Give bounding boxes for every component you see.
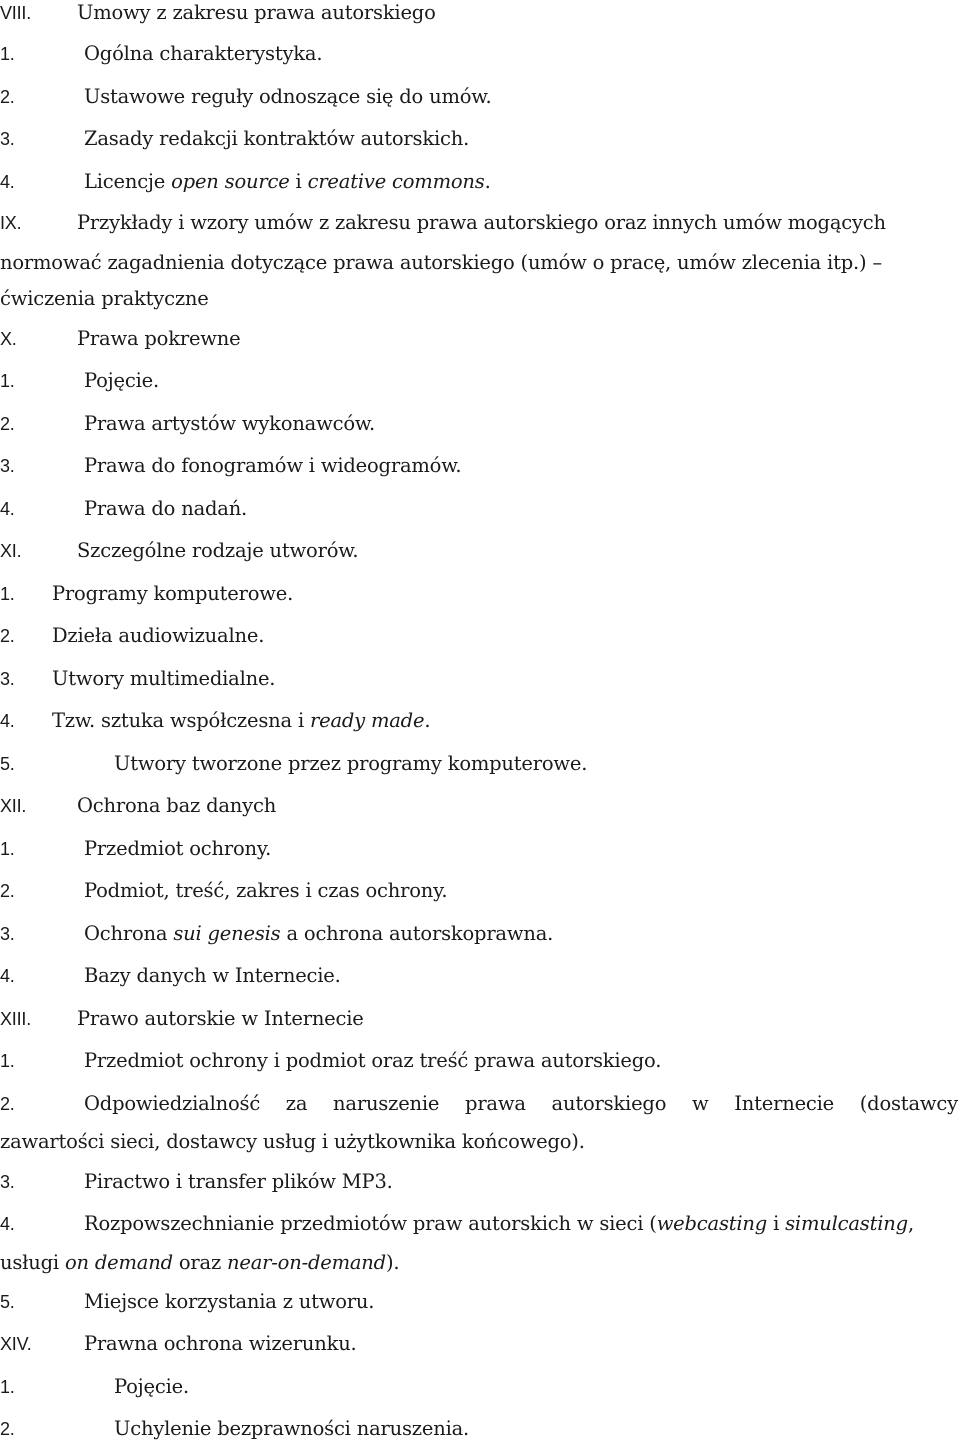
section-title: Umowy z zakresu prawa autorskiego bbox=[77, 1, 436, 24]
item-number: 4. bbox=[0, 711, 15, 731]
item-text: Utwory tworzone przez programy komputerowe. bbox=[114, 752, 588, 775]
section-number: VIII. bbox=[0, 3, 32, 23]
item-number: 5. bbox=[0, 1292, 15, 1312]
item-text: Utwory multimedialne. bbox=[52, 667, 276, 690]
item-number: 3. bbox=[0, 924, 15, 944]
section-number: X. bbox=[0, 329, 17, 349]
item-number: 2. bbox=[0, 881, 15, 901]
item-text: Przedmiot ochrony. bbox=[84, 837, 272, 860]
item-number: 4. bbox=[0, 1214, 15, 1234]
item-text: Przedmiot ochrony i podmiot oraz treść prawa autorskiego. bbox=[84, 1049, 662, 1072]
item-text: Licencje open source i creative commons. bbox=[84, 170, 491, 193]
item-number: 1. bbox=[0, 839, 15, 859]
section-title: Prawna ochrona wizerunku. bbox=[84, 1332, 357, 1355]
section-number: XI. bbox=[0, 541, 22, 561]
item-text: Dzieła audiowizualne. bbox=[52, 624, 265, 647]
item-number: 3. bbox=[0, 1172, 15, 1192]
item-number: 1. bbox=[0, 44, 15, 64]
section-title: Przykłady i wzory umów z zakresu prawa autorskiego oraz innych umów mogących bbox=[77, 211, 886, 234]
item-text: Rozpowszechnianie przedmiotów praw autorskich w sieci (webcasting i simulcasting, bbox=[84, 1212, 914, 1235]
item-number: 1. bbox=[0, 584, 15, 604]
item-text: Prawa do nadań. bbox=[84, 497, 248, 520]
item-number: 3. bbox=[0, 669, 15, 689]
item-number: 1. bbox=[0, 371, 15, 391]
item-text-justified: Odpowiedzialność za naruszenie prawa autorskiego w Internecie (dostawcy bbox=[84, 1092, 958, 1115]
item-number: 2. bbox=[0, 87, 15, 107]
item-number: 2. bbox=[0, 1094, 15, 1114]
item-text: Pojęcie. bbox=[84, 369, 159, 392]
item-text: Prawa do fonogramów i wideogramów. bbox=[84, 454, 462, 477]
item-text: Programy komputerowe. bbox=[52, 582, 294, 605]
item-number: 4. bbox=[0, 172, 15, 192]
item-text: Ogólna charakterystyka. bbox=[84, 42, 323, 65]
item-number: 2. bbox=[0, 626, 15, 646]
section-number: XIII. bbox=[0, 1009, 32, 1029]
item-number: 3. bbox=[0, 129, 15, 149]
item-text: Bazy danych w Internecie. bbox=[84, 964, 341, 987]
item-text: Ustawowe reguły odnoszące się do umów. bbox=[84, 85, 492, 108]
item-number: 3. bbox=[0, 456, 15, 476]
section-number: XIV. bbox=[0, 1334, 32, 1354]
section-title: Prawo autorskie w Internecie bbox=[77, 1007, 364, 1030]
item-number: 4. bbox=[0, 499, 15, 519]
item-text: Piractwo i transfer plików MP3. bbox=[84, 1170, 393, 1193]
section-title: Prawa pokrewne bbox=[77, 327, 241, 350]
item-text: Ochrona sui genesis a ochrona autorskoprawna. bbox=[84, 922, 554, 945]
item-number: 2. bbox=[0, 1419, 15, 1439]
item-number: 4. bbox=[0, 966, 15, 986]
item-number: 5. bbox=[0, 754, 15, 774]
item-number: 2. bbox=[0, 414, 15, 434]
section-number: IX. bbox=[0, 213, 22, 233]
item-text: Prawa artystów wykonawców. bbox=[84, 412, 376, 435]
item-number: 1. bbox=[0, 1051, 15, 1071]
item-text: Uchylenie bezprawności naruszenia. bbox=[114, 1417, 470, 1440]
section-number: XII. bbox=[0, 796, 27, 816]
document-page: VIII. Umowy z zakresu prawa autorskiego 1. Ogólna charakterystyka. 2. Ustawowe reguły odnoszące się do umów. 3. Zasady redakcji kontraktów autorskich. 4. Licencje open source i creative commons. IX. Przykłady i wzory umów z zakresu prawa autorskiego oraz innych umów mogących normować zagadnienia dotyczące prawa autorskiego (umów o pracę, umów zlecenia itp.) – ćwiczenia praktyczne X. Prawa pokrewne 1. Pojęcie. 2. Prawa artystów wykonawców. 3. Prawa do fonogramów i wideogramów. 4. Prawa do nadań. XI. Szczególne rodzaje utworów. 1. Programy komputerowe. 2. Dzieła audiowizualne. 3. Utwory multimedialne. 4. Tzw. sztuka współczesna i ready made. 5. Utwory tworzone przez programy komputerowe. XII. Ochrona baz danych 1. Przedmiot ochrony. 2. Podmiot, treść, zakres i czas ochrony. 3. Ochrona sui genesis a ochrona autorskoprawna. 4. Bazy danych w Internecie. XIII. Prawo autorskie w Internecie 1. Przedmiot ochrony i podmiot oraz treść prawa autorskiego. 2. Odpowiedzialność za naruszenie prawa autorskiego w Internecie (dostawcy zawartości sieci, dostawcy usług i użytkownika końcowego). 3. Piractwo i transfer plików MP3. 4. Rozpowszechnianie przedmiotów praw autorskich w sieci (webcasting i simulcasting, usługi on demand oraz near-on-demand). 5. Miejsce korzystania z utworu. XIV. Prawna ochrona wizerunku. 1. Pojęcie. 2. Uchylenie bezprawności naruszenia. bbox=[0, 1, 958, 1440]
item-text: Zasady redakcji kontraktów autorskich. bbox=[84, 127, 470, 150]
section-title: Ochrona baz danych bbox=[77, 794, 277, 817]
section-title: Szczególne rodzaje utworów. bbox=[77, 539, 359, 562]
item-text: Podmiot, treść, zakres i czas ochrony. bbox=[84, 879, 448, 902]
item-text: Pojęcie. bbox=[114, 1375, 189, 1398]
item-text: Miejsce korzystania z utworu. bbox=[84, 1290, 375, 1313]
item-number: 1. bbox=[0, 1377, 15, 1397]
item-text: Tzw. sztuka współczesna i ready made. bbox=[52, 709, 431, 732]
